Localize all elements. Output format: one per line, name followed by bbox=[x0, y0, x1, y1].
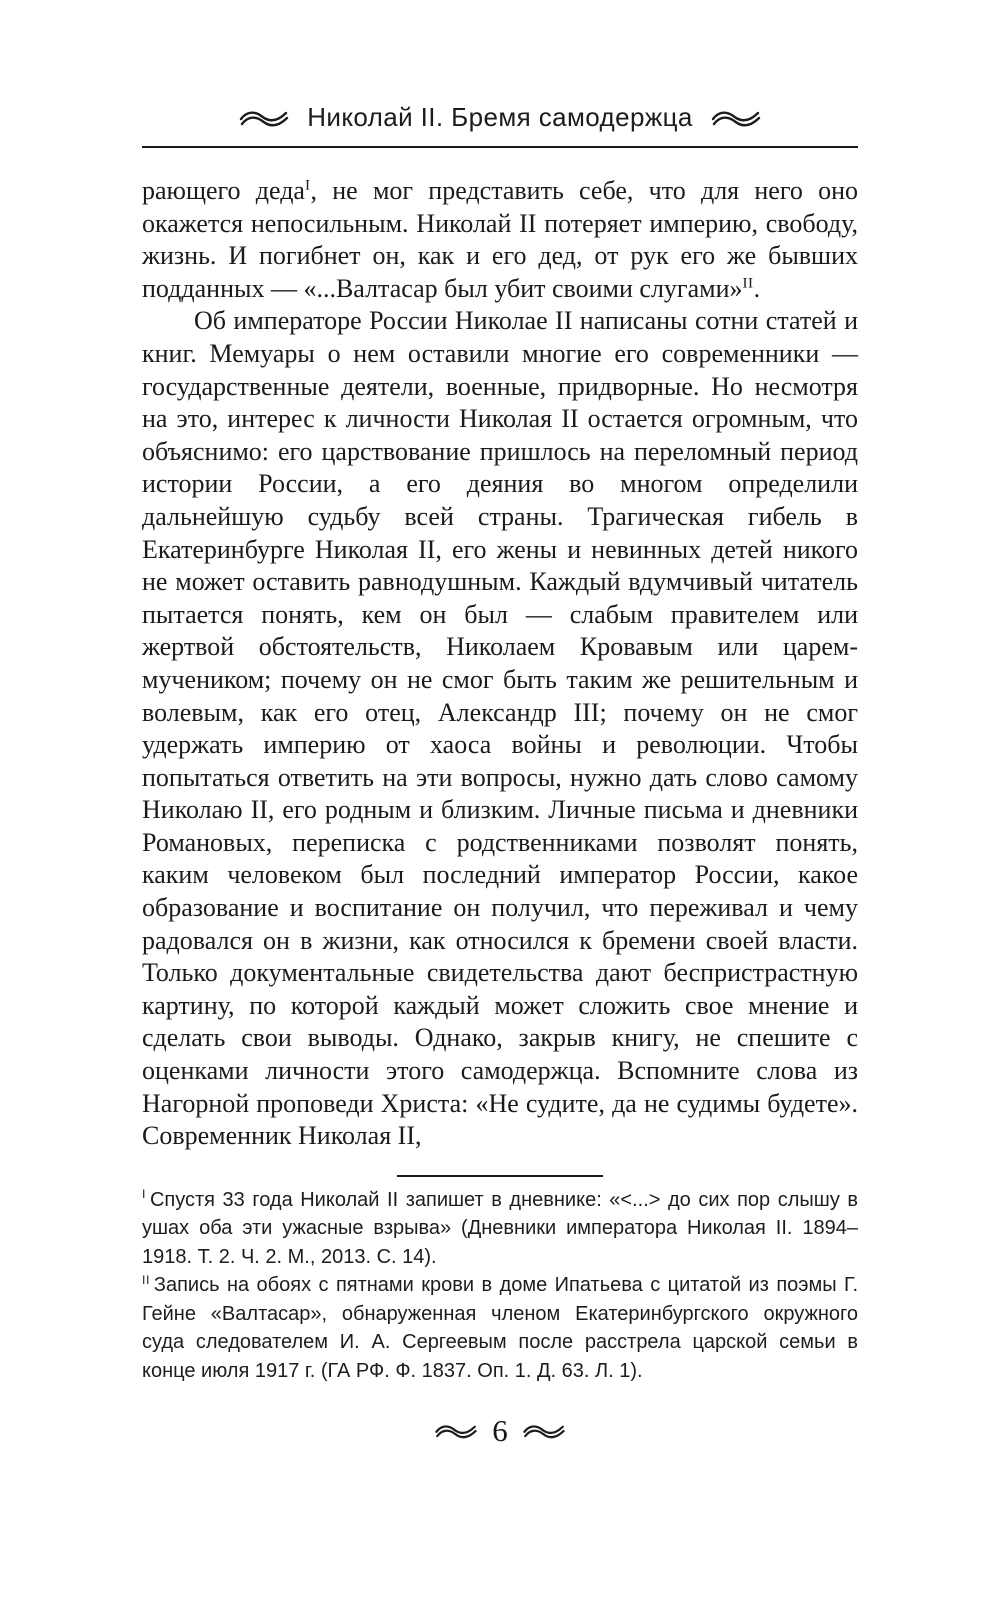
running-header-row bbox=[142, 102, 858, 133]
swash-ornament-icon bbox=[709, 108, 763, 128]
footnote-1 bbox=[142, 1186, 858, 1272]
running-header bbox=[142, 0, 858, 148]
footnote-1-marker: I bbox=[142, 1187, 146, 1202]
footnote-2-text: Запись на обоях с пятнами крови в доме Ипатьева с цитатой из поэмы Г. Гейне «Валтасар», обнаруженная членом Екатеринбургского окружного суда следователем И. А. Сергеевым после расстрела царской семьи в конце июля 1917 г. (ГА РФ. Ф. 1837. Оп. 1. Д. 63. Л. 1). bbox=[142, 1274, 858, 1382]
swash-ornament-icon bbox=[433, 1422, 479, 1440]
paragraph-main: Об императоре России Николае II написаны сотни статей и книг. Мемуары о нем оставили многие его современники — государственные деятели, военные, придворные. Но несмотря на это, интерес к личности Николая II остается огромным, что объяснимо: его царствование пришлось на переломный период истории России, а его деяния во многом определили дальнейшую судьбу всей страны. Трагическая гибель в Екатеринбурге Николая II, его жены и невинных детей никого не может оставить равнодушным. Каждый вдумчивый читатель пытается понять, кем он был — слабым правителем или жертвой обстоятельств, Николаем Кровавым или царем-мучеником; почему он не смог быть таким же решительным и волевым, как его отец, Александр III; почему он не смог удержать империю от хаоса войны и революции. Чтобы попытаться ответить на эти вопросы, нужно дать слово самому Николаю II, его родным и близким. Личные письма и дневники Романовых, переписка с родственниками позволят понять, каким человеком был последний император России, какое образование и воспитание он получил, что переживал и чему радовался он в жизни, как относился к бремени своей власти. Только документальные свидетельства дают беспристрастную картину, по которой каждый может сложить свое мнение и сделать свои выводы. Однако, закрыв книгу, не спешите с оценками личности этого самодержца. Вспомните слова из Нагорной проповеди Христа: «Не судите, да не судимы будете». Современник Николая II, bbox=[142, 306, 858, 1151]
footnote-2-marker: II bbox=[142, 1272, 150, 1287]
page-number: 6 bbox=[492, 1413, 508, 1449]
footnote-1-text: Спустя 33 года Николай II запишет в дневнике: «<...> до сих пор слышу в ушах оба эти ужасные взрыва» (Дневники императора Николая II. 1894–1918. Т. 2. Ч. 2. М., 2013. С. 14). bbox=[142, 1188, 858, 1268]
footnotes-block bbox=[142, 1186, 858, 1386]
footnote-separator bbox=[397, 1175, 603, 1177]
swash-ornament-icon bbox=[521, 1422, 567, 1440]
paragraph-text: рающего деда bbox=[142, 176, 305, 205]
page-footer bbox=[142, 1413, 858, 1449]
page-body bbox=[142, 175, 858, 1153]
paragraph-continuation bbox=[142, 175, 858, 305]
paragraph-text: , не мог представить себе, что для него оно окажется непосильным. Николай II потеряет империю, свободу, жизнь. И погибнет он, как и его дед, от рук его же бывших подданных — «...Валтасар был убит своими слугами» bbox=[142, 176, 858, 303]
swash-ornament-icon bbox=[237, 108, 291, 128]
header-rule bbox=[142, 146, 858, 148]
footnote-ref-2: II bbox=[742, 275, 754, 292]
running-header-title: Николай II. Бремя самодержца bbox=[307, 102, 693, 132]
footnote-ref-1: I bbox=[304, 177, 311, 194]
footnote-2 bbox=[142, 1271, 858, 1385]
paragraph-text: . bbox=[753, 273, 761, 303]
